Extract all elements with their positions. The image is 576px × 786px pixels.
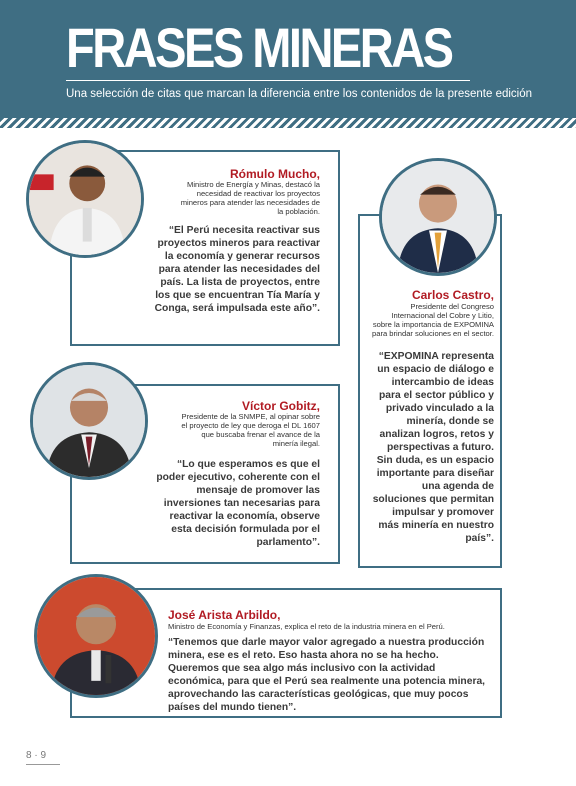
page-number: 8 · 9 [26,750,47,761]
page-number-rule [26,764,60,765]
title-divider [66,80,470,81]
portrait-photo-mucho [26,140,144,258]
speaker-role-mucho: Ministro de Energía y Minas, destacó la necesidad de reactivar los proyectos mineros para atender las necesidades de la población. [180,180,320,216]
speaker-role-castro: Presidente del Congreso Internacional del Cobre y Litio, sobre la importancia de EXPOMINA para brindar soluciones en el sector. [372,302,494,338]
speaker-name-gobitz: Víctor Gobitz, [242,399,320,413]
portrait-photo-castro [379,158,497,276]
portrait-photo-arista [34,574,158,698]
speaker-role-gobitz: Presidente de la SNMPE, al opinar sobre el proyecto de ley que deroga el DL 1607 que buscaba frenar el avance de la minería ilegal. [181,412,320,448]
speaker-role-arista: Ministro de Economía y Finanzas, explica el reto de la industria minera en el Perú. [168,622,445,631]
portrait-photo-gobitz [30,362,148,480]
page-title: FRASES MINERAS [66,16,452,79]
quote-text-gobitz: “Lo que esperamos es que el poder ejecutivo, coherente con el mensaje de promover las inversiones tan necesarias para reactivar la economía, observe esta decisión formulada por el parlamento”. [156,459,320,548]
quote-text-mucho: “El Perú necesita reactivar sus proyectos mineros para reactivar la economía y generar recursos para atender las necesidades del país. La lista de proyectos, entre los que se encuentran Tía María y Conga, será impulsada este año”. [154,225,320,314]
speaker-name-mucho: Rómulo Mucho, [230,167,320,181]
page-subtitle: Una selección de citas que marcan la diferencia entre los contenidos de la presente edición [66,88,533,100]
header-banner [0,0,576,118]
quote-text-castro: “EXPOMINA representa un espacio de diálogo e intercambio de ideas para el sector público y privado vinculado a la minería, donde se analizan logros, retos y perspectivas a futuro. Sin duda, es un espacio importante para diseñar una agenda de soluciones que permitan impulsar y promover más minería en nuestro país”. [372,351,494,544]
speaker-name-arista: José Arista Arbildo, [168,608,281,622]
speaker-name-castro: Carlos Castro, [411,288,494,302]
quote-text-arista: “Tenemos que darle mayor valor agregado a nuestra producción minera, ese es el reto. Eso hasta ahora no se ha hecho. Queremos que sea algo más inclusivo con la actividad económica, para que el Perú sea realmente una potencia minera, aprovechando las características geológicas, que muy pocos países del mundo tienen”. [168,637,486,713]
header-stripe-band [0,118,576,128]
